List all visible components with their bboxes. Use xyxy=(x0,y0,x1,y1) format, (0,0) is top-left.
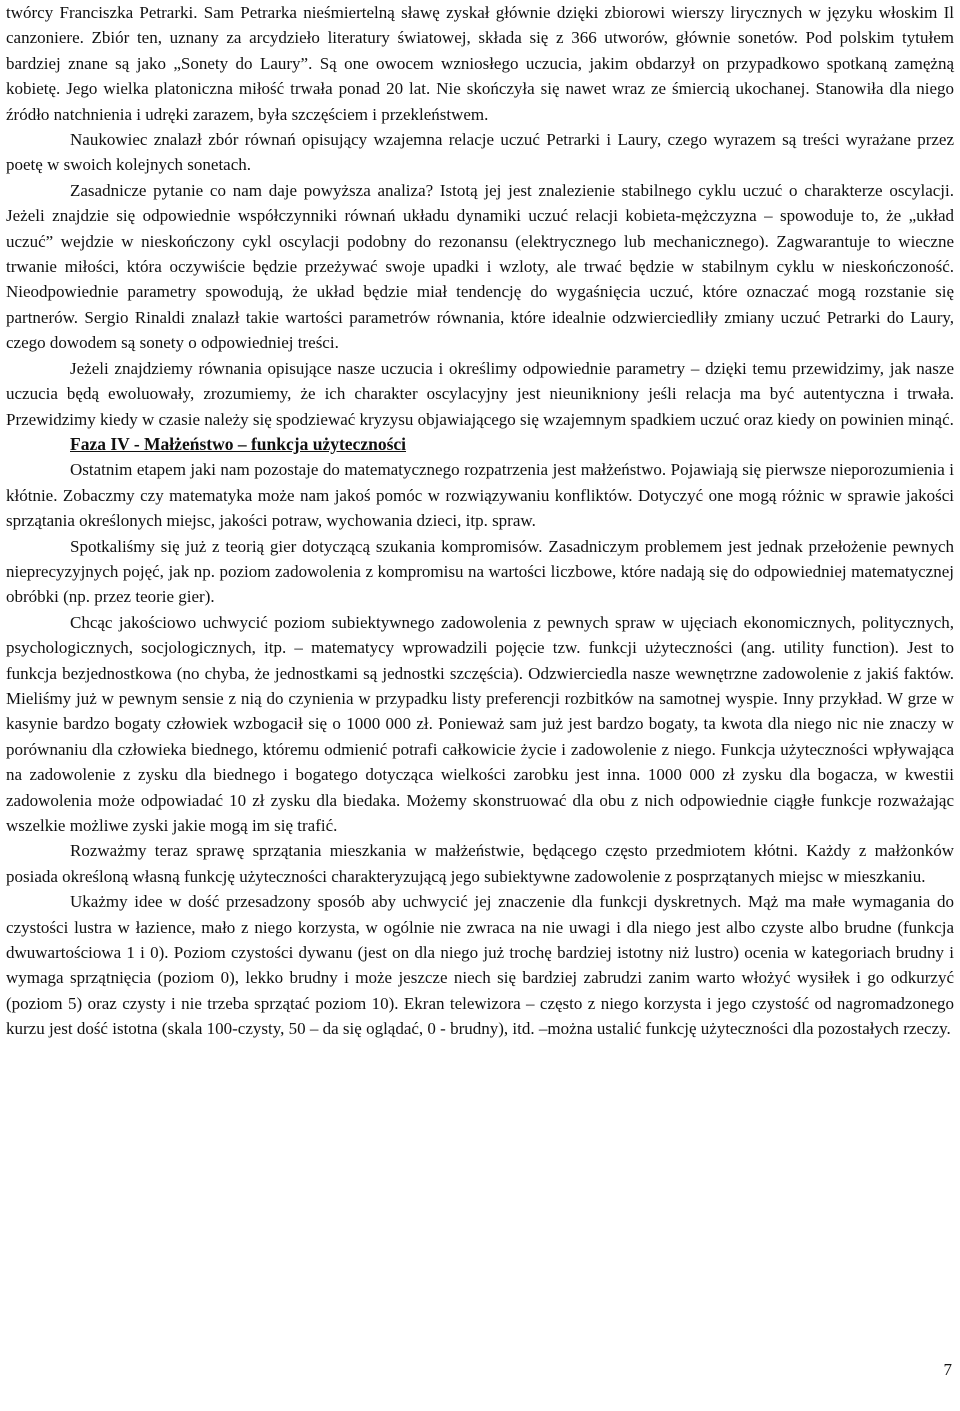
paragraph-5: Ostatnim etapem jaki nam pozostaje do matematycznego rozpatrzenia jest małżeństwo. Pojawiają się pierwsze nieporozumienia i kłótnie. Zobaczmy czy matematyka może nam jakoś pomóc w rozwiązywaniu konfliktów. Dotyczyć one mogą różnic w sprawie jakości sprzątania określonych miejsc, jakości potraw, wychowania dzieci, itp. spraw. xyxy=(6,460,954,531)
paragraph-2: Naukowiec znalazł zbór równań opisujący wzajemna relacje uczuć Petrarki i Laury, czego wyrazem są treści wyrażane przez poetę w swoich kolejnych sonetach. xyxy=(6,130,954,175)
section-heading: Faza IV - Małżeństwo – funkcja użyteczności xyxy=(70,433,407,454)
paragraph-4: Jeżeli znajdziemy równania opisujące nasze uczucia i określimy odpowiednie parametry – dzięki temu przewidzimy, jak nasze uczucia będą ewoluowały, zrozumiemy, że ich charakter oscylacyjny jest nieunikniony jeśli relacja ma być autentyczna i trwała. Przewidzimy kiedy w czasie należy się spodziewać kryzysu objawiającego się wzajemnym spadkiem uczuć oraz kiedy on powinien minąć. xyxy=(6,358,954,429)
paragraph-3: Zasadnicze pytanie co nam daje powyższa analiza? Istotą jej jest znalezienie stabilnego cyklu uczuć o charakterze oscylacji. Jeżeli znajdzie się odpowiednie współczynniki równań układu dynamiki uczuć relacji kobieta-mężczyzna – spowoduje to, że „układ uczuć” wejdzie w nieskończony cykl oscylacji podobny do rezonansu (elektrycznego lub mechanicznego). Zagwarantuje to wieczne trwanie miłości, która oczywiście będzie przeżywać swoje upadki i wzloty, ale trwać będzie w stabilnym cyklu w nieskończoność. Nieodpowiednie parametry spowodują, że układ będzie miał tendencję do wygaśnięcia uczuć, które oznaczać mogą rozstanie się partnerów. Sergio Rinaldi znalazł takie wartości parametrów równania, które idealnie odzwierciedliły zmiany uczuć Petrarki do Laury, czego dowodem są sonety o odpowiedniej treści. xyxy=(6,180,954,353)
paragraph-9: Ukażmy idee w dość przesadzony sposób aby uchwycić jej znaczenie dla funkcji dyskretnych. Mąż ma małe wymagania do czystości lustra w łazience, mało z niego korzysta, w ogólnie nie zwraca na nie uwagi i dla niego jest albo czyste albo brudne (funkcja dwuwartościowa 1 i 0). Poziom czystości dywanu (jest on dla niego już trochę bardziej istotny niż lustro) ocenia w kategoriach brudny i wymaga sprzątnięcia (poziom 0), lekko brudny i może jeszcze niech się bardziej zabrudzi zanim warto włożyć wysiłek i go odkurzyć (poziom 5) oraz czysty i nie trzeba sprzątać poziom 10). Ekran telewizora – często z niego korzysta i jego czystość od nagromadzonego kurzu jest dość istotna (skala 100-czysty, 50 – da się oglądać, 0 - brudny), itd. –można ustalić funkcję użyteczności dla pozostałych rzeczy. xyxy=(6,892,954,1039)
paragraph-7: Chcąc jakościowo uchwycić poziom subiektywnego zadowolenia z pewnych spraw w ujęciach ekonomicznych, politycznych, psychologicznych, socjologicznych, itp. – matematycy wprowadzili pojęcie tzw. funkcji użyteczności (ang. utility function). Jest to funkcja bezjednostkowa (no chyba, że jednostkami są jednostki szczęścia). Odzwierciedla nasze wewnętrzne zadowolenie z jakiś faktów. Mieliśmy już w pewnym sensie z nią do czynienia w przypadku listy preferencji rozbitków na samotnej wyspie. Inny przykład. W grze w kasynie bardzo bogaty człowiek wzbogacił się o 1000 000 zł. Ponieważ sam już jest bardzo bogaty, ta kwota dla niego nic nie znaczy w porównaniu dla człowieka biednego, któremu odmienić potrafi całkowicie życie i zadowolenie z niego. Funkcja użyteczności wpływająca na zadowolenie z zysku dla biednego i bogatego dotycząca wielkości zarobku jest inna. 1000 000 zł zysku dla bogacza, w kwestii zadowolenia może odpowiadać 10 zł zysku dla biedaka. Możemy skonstruować dla obu z nich odpowiednie ciągłe funkcje rozważając wszelkie możliwe zyski jakie mogą im się trafić. xyxy=(6,612,954,835)
paragraph-8: Rozważmy teraz sprawę sprzątania mieszkania w małżeństwie, będącego często przedmiotem kłótni. Każdy z małżonków posiada określoną własną funkcję użyteczności charakteryzującą jego subiektywne zadowolenie z posprzątanych miejsc w mieszkaniu. xyxy=(6,841,954,886)
page-number: 7 xyxy=(943,1360,952,1379)
paragraph-1: twórcy Franciszka Petrarki. Sam Petrarka nieśmiertelną sławę zyskał głównie dzięki zbiorowi wierszy lirycznych w języku włoskim Il canzoniere. Zbiór ten, uznany za arcydzieło literatury światowej, składa się z 366 utworów, głównie sonetów. Pod polskim tytułem bardziej znane są jako „Sonety do Laury”. Są one owocem wzniosłego uczucia, jakim obdarzył on przypadkowo spotkaną zamężną kobietę. Jego wielka platoniczna miłość trwała ponad 20 lat. Nie skończyła się nawet wraz ze śmiercią ukochanej. Stanowiła dla niego źródło natchnienia i udręki zarazem, była szczęściem i przekleństwem. xyxy=(6,3,954,124)
document-page xyxy=(6,0,954,1042)
paragraph-6: Spotkaliśmy się już z teorią gier dotyczącą szukania kompromisów. Zasadniczym problemem jest jednak przełożenie pewnych nieprecyzyjnych pojęć, jak np. poziom zadowolenia z kompromisu na wartości liczbowe, które nadają się do odpowiedniej matematycznej obróbki (np. przez teorie gier). xyxy=(6,536,954,607)
